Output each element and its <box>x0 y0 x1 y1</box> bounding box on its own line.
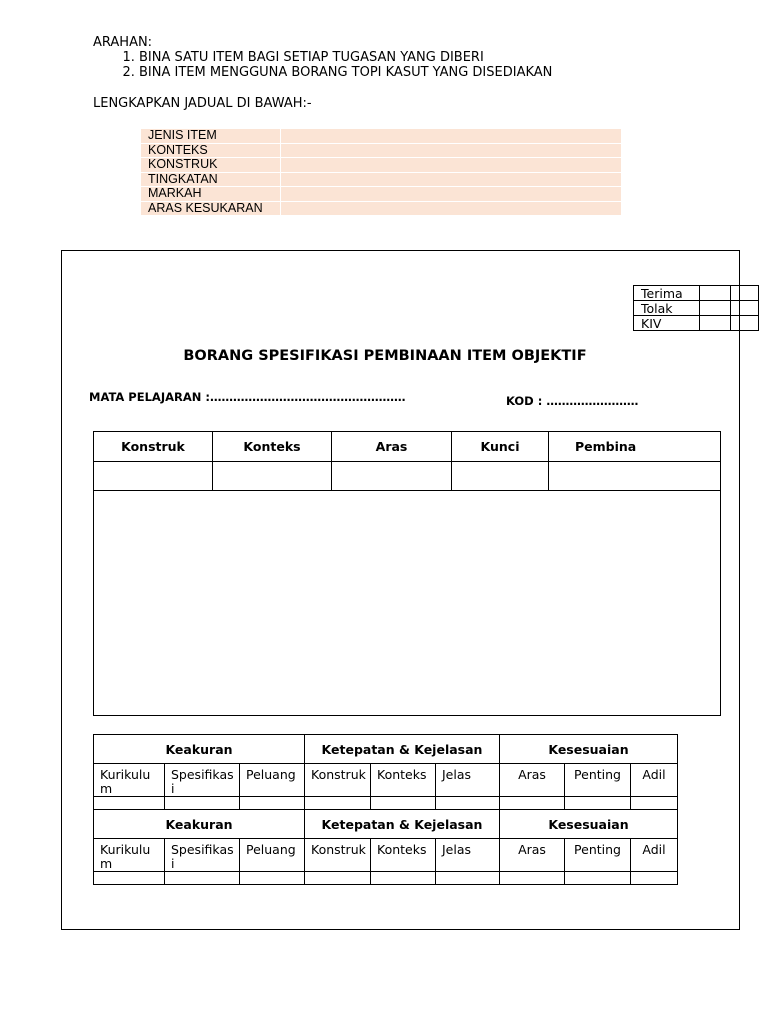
item-row <box>141 172 622 187</box>
eval-group-header: Keakuran <box>94 735 305 764</box>
spec-cell[interactable] <box>332 462 452 491</box>
item-row <box>141 143 622 158</box>
spec-cell[interactable] <box>452 462 549 491</box>
eval-cell[interactable] <box>165 872 240 885</box>
eval-cell[interactable] <box>305 797 371 810</box>
subject-field-label[interactable]: MATA PELAJARAN :…………………………………………… <box>89 390 406 404</box>
instructions-heading: ARAHAN: <box>93 35 153 50</box>
item-row <box>141 187 622 202</box>
status-box <box>633 285 759 331</box>
eval-group-header: Kesesuaian <box>500 735 678 764</box>
eval-subheader: Jelas <box>436 839 500 872</box>
status-label: Tolak <box>634 301 700 316</box>
eval-subheader: Konteks <box>371 764 436 797</box>
eval-subheader: Konstruk <box>305 839 371 872</box>
item-row-label: JENIS ITEM <box>141 129 281 144</box>
eval-subheader: Peluang <box>240 764 305 797</box>
instructions-list <box>93 50 552 80</box>
item-row-value[interactable] <box>281 143 622 158</box>
spec-cell[interactable] <box>94 462 213 491</box>
evaluation-table <box>93 734 678 885</box>
eval-cell[interactable] <box>94 797 165 810</box>
eval-subheader: Adil <box>631 839 678 872</box>
item-details-table <box>140 128 622 216</box>
instruction-item: 2. BINA ITEM MENGGUNA BORANG TOPI KASUT YANG DISEDIAKAN <box>139 65 552 80</box>
item-row-value[interactable] <box>281 201 622 216</box>
spec-header: Konstruk <box>94 432 213 462</box>
item-row <box>141 201 622 216</box>
item-row-value[interactable] <box>281 129 622 144</box>
code-field-label[interactable]: KOD : …………………… <box>506 394 639 408</box>
item-row-value[interactable] <box>281 158 622 173</box>
eval-subheader: Penting <box>565 764 631 797</box>
eval-group-header: Ketepatan & Kejelasan <box>305 810 500 839</box>
eval-group-header: Kesesuaian <box>500 810 678 839</box>
eval-cell[interactable] <box>371 797 436 810</box>
item-row-label: KONSTRUK <box>141 158 281 173</box>
status-label: KIV <box>634 316 700 331</box>
item-content-area[interactable] <box>94 491 721 716</box>
status-label: Terima <box>634 286 700 301</box>
item-row-label: MARKAH <box>141 187 281 202</box>
form-title: BORANG SPESIFIKASI PEMBINAAN ITEM OBJEKTIF <box>183 348 587 364</box>
eval-subheader: Aras <box>500 764 565 797</box>
status-cell[interactable] <box>700 301 731 316</box>
eval-subheader: Peluang <box>240 839 305 872</box>
eval-group-header: Ketepatan & Kejelasan <box>305 735 500 764</box>
eval-cell[interactable] <box>436 797 500 810</box>
eval-subheader: Spesifikas i <box>165 764 240 797</box>
eval-subheader: Konteks <box>371 839 436 872</box>
spec-cell[interactable] <box>213 462 332 491</box>
item-row-value[interactable] <box>281 172 622 187</box>
eval-cell[interactable] <box>500 797 565 810</box>
status-cell[interactable] <box>731 286 759 301</box>
eval-cell[interactable] <box>371 872 436 885</box>
eval-subheader: Aras <box>500 839 565 872</box>
eval-cell[interactable] <box>94 872 165 885</box>
item-row-label: KONTEKS <box>141 143 281 158</box>
instruction-item: 1. BINA SATU ITEM BAGI SETIAP TUGASAN YANG DIBERI <box>139 50 552 65</box>
item-row-label: ARAS KESUKARAN <box>141 201 281 216</box>
eval-subheader: Adil <box>631 764 678 797</box>
complete-table-label: LENGKAPKAN JADUAL DI BAWAH:- <box>93 96 312 111</box>
eval-subheader: Jelas <box>436 764 500 797</box>
eval-cell[interactable] <box>240 872 305 885</box>
eval-cell[interactable] <box>305 872 371 885</box>
status-cell[interactable] <box>731 301 759 316</box>
eval-subheader: Spesifikas i <box>165 839 240 872</box>
spec-header: Konteks <box>213 432 332 462</box>
eval-group-header: Keakuran <box>94 810 305 839</box>
eval-cell[interactable] <box>240 797 305 810</box>
eval-subheader: Penting <box>565 839 631 872</box>
spec-cell[interactable] <box>549 462 721 491</box>
eval-subheader: Konstruk <box>305 764 371 797</box>
spec-table <box>93 431 721 716</box>
status-cell[interactable] <box>700 286 731 301</box>
spec-header: Aras <box>332 432 452 462</box>
eval-cell[interactable] <box>565 872 631 885</box>
eval-cell[interactable] <box>436 872 500 885</box>
eval-subheader: Kurikulu m <box>94 764 165 797</box>
status-cell[interactable] <box>731 316 759 331</box>
spec-header: Pembina <box>549 432 721 462</box>
status-cell[interactable] <box>700 316 731 331</box>
item-row-value[interactable] <box>281 187 622 202</box>
spec-header: Kunci <box>452 432 549 462</box>
instructions <box>93 35 552 80</box>
eval-subheader: Kurikulu m <box>94 839 165 872</box>
item-row-label: TINGKATAN <box>141 172 281 187</box>
eval-cell[interactable] <box>565 797 631 810</box>
eval-cell[interactable] <box>165 797 240 810</box>
item-row <box>141 158 622 173</box>
eval-cell[interactable] <box>500 872 565 885</box>
eval-cell[interactable] <box>631 872 678 885</box>
eval-cell[interactable] <box>631 797 678 810</box>
item-row <box>141 129 622 144</box>
